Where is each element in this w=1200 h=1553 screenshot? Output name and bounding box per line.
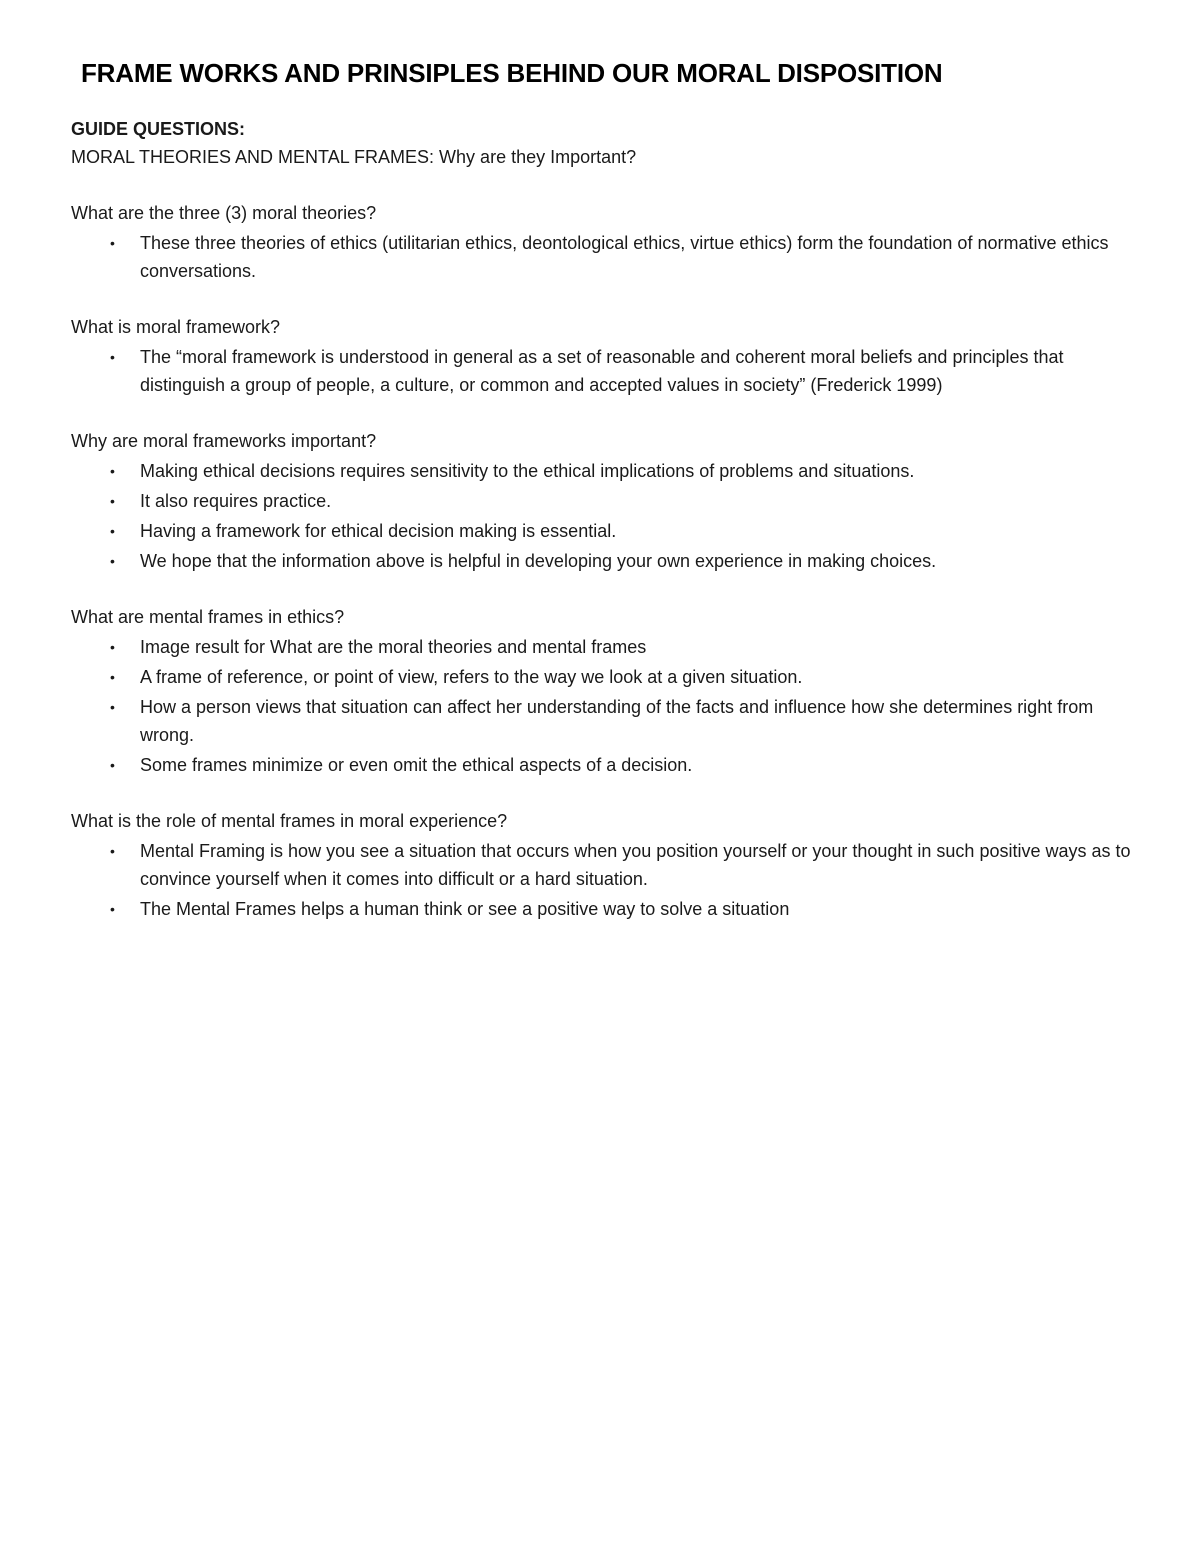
guide-questions-label: GUIDE QUESTIONS:: [71, 119, 246, 139]
section-frameworks-important: [71, 427, 1131, 575]
section-question: What is moral framework?: [71, 317, 281, 337]
bullet-icon: •: [110, 493, 115, 509]
section-mental-frames: [71, 603, 1131, 779]
list-item-text: Some frames minimize or even omit the ethical aspects of a decision.: [140, 755, 693, 775]
bullet-list: [71, 457, 1131, 575]
list-item: [71, 895, 1131, 923]
section-role-mental-frames: [71, 807, 1131, 923]
list-item-text: The “moral framework is understood in general as a set of reasonable and coherent moral beliefs and principles that distinguish a group of people, a culture, or common and accepted values in society” (Frederick 1999): [140, 347, 1064, 395]
list-item-text: These three theories of ethics (utilitarian ethics, deontological ethics, virtue ethics) form the foundation of normative ethics conversations.: [140, 233, 1109, 281]
section-moral-theories: [71, 199, 1131, 285]
section-moral-framework: [71, 313, 1131, 399]
list-item-text: Image result for What are the moral theories and mental frames: [140, 637, 647, 657]
bullet-list: [71, 633, 1131, 779]
list-item: [71, 837, 1131, 893]
document-title: FRAME WORKS AND PRINSIPLES BEHIND OUR MORAL DISPOSITION: [81, 58, 943, 88]
list-item: [71, 633, 1131, 661]
list-item: [71, 343, 1131, 399]
section-question: What are the three (3) moral theories?: [71, 203, 377, 223]
list-item-text: We hope that the information above is helpful in developing your own experience in making choices.: [140, 551, 937, 571]
bullet-icon: •: [110, 639, 115, 655]
list-item-text: How a person views that situation can affect her understanding of the facts and influence how she determines right from wrong.: [140, 697, 1094, 745]
list-item: [71, 547, 1131, 575]
guide-subtitle: MORAL THEORIES AND MENTAL FRAMES: Why are they Important?: [71, 147, 637, 167]
list-item-text: Having a framework for ethical decision making is essential.: [140, 521, 617, 541]
bullet-list: [71, 837, 1131, 923]
bullet-icon: •: [110, 463, 115, 479]
list-item-text: Mental Framing is how you see a situation that occurs when you position yourself or your thought in such positive ways as to convince yourself when it comes into difficult or a hard situation.: [140, 841, 1131, 889]
bullet-icon: •: [110, 523, 115, 539]
document-body: [71, 115, 1131, 925]
bullet-icon: •: [110, 901, 115, 917]
list-item: [71, 517, 1131, 545]
list-item-text: A frame of reference, or point of view, refers to the way we look at a given situation.: [140, 667, 803, 687]
bullet-icon: •: [110, 757, 115, 773]
list-item: [71, 487, 1131, 515]
section-question: Why are moral frameworks important?: [71, 431, 377, 451]
list-item-text: The Mental Frames helps a human think or see a positive way to solve a situation: [140, 899, 790, 919]
bullet-list: [71, 229, 1131, 285]
list-item: [71, 693, 1131, 749]
bullet-icon: •: [110, 553, 115, 569]
list-item-text: It also requires practice.: [140, 491, 332, 511]
list-item: [71, 751, 1131, 779]
list-item: [71, 663, 1131, 691]
bullet-list: [71, 343, 1131, 399]
list-item-text: Making ethical decisions requires sensitivity to the ethical implications of problems and situations.: [140, 461, 915, 481]
bullet-icon: •: [110, 349, 115, 365]
bullet-icon: •: [110, 699, 115, 715]
bullet-icon: •: [110, 235, 115, 251]
bullet-icon: •: [110, 669, 115, 685]
section-question: What are mental frames in ethics?: [71, 607, 345, 627]
section-question: What is the role of mental frames in moral experience?: [71, 811, 508, 831]
bullet-icon: •: [110, 843, 115, 859]
list-item: [71, 229, 1131, 285]
list-item: [71, 457, 1131, 485]
